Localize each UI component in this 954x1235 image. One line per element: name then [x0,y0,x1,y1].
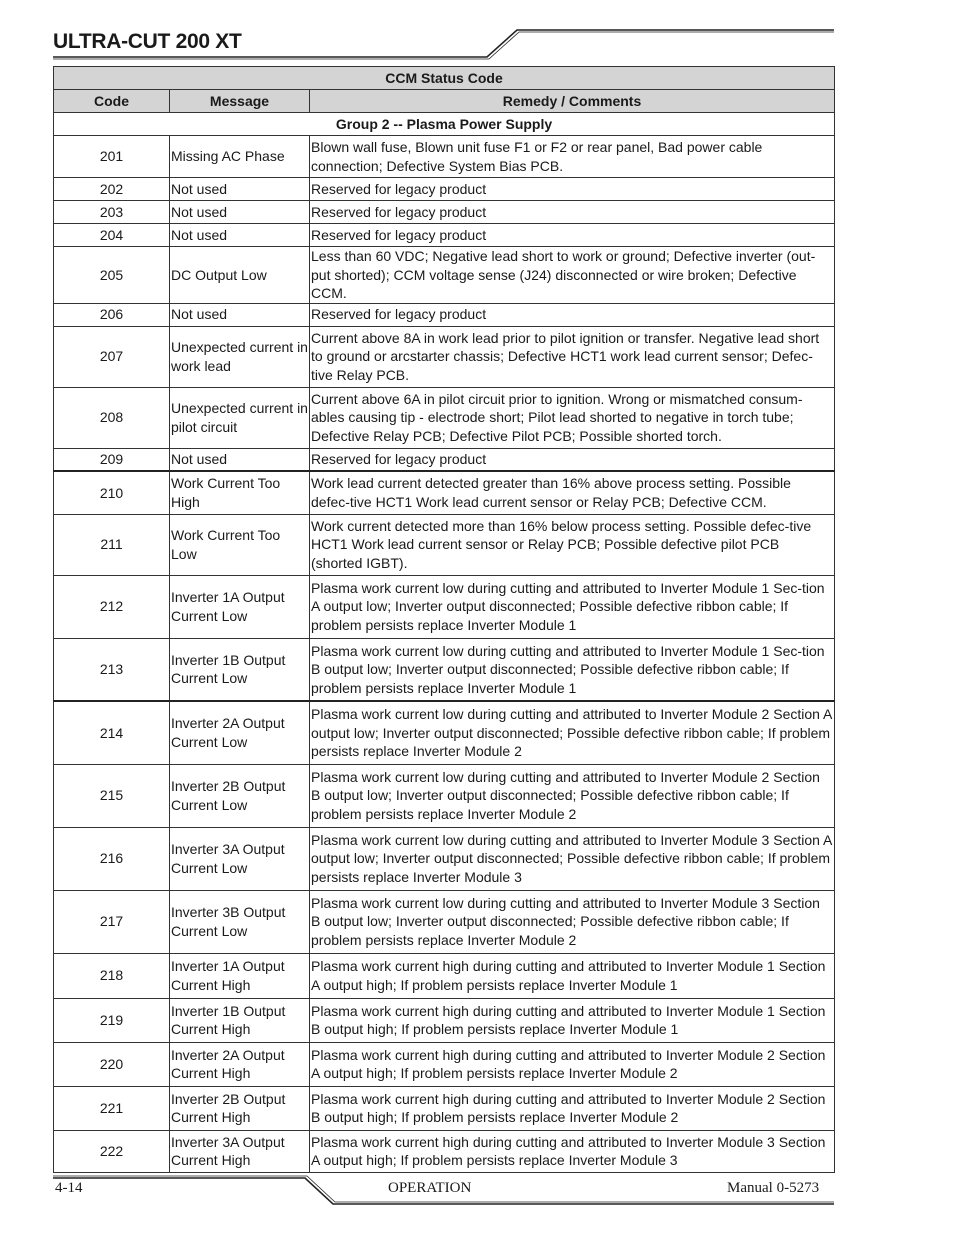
code-cell: 218 [54,953,170,998]
table-row [54,638,835,701]
code-cell: 208 [54,387,170,448]
code-cell: 220 [54,1042,170,1086]
message-cell: Unexpected current in pilot circuit [170,387,310,448]
ccm-status-code-table [53,66,835,1173]
message-cell: Inverter 2A Output Current Low [170,701,310,764]
table-row [54,1086,835,1130]
remedy-cell: Plasma work current low during cutting and attributed to Inverter Module 3 Section A output low; Inverter output disconnected; Possible defective ribbon cable; If problem persists replace Inverter Module 3 [310,827,835,890]
table-row [54,953,835,998]
code-cell: 216 [54,827,170,890]
remedy-cell: Reserved for legacy product [310,201,835,224]
message-cell: Inverter 2A Output Current High [170,1042,310,1086]
remedy-cell: Current above 6A in pilot circuit prior to ignition. Wrong or mismatched consum-ables causing tip - electrode short; Pilot lead shorted to negative in torch tube; Defective Relay PCB; Defective Pilot PCB; Possible shorted torch. [310,387,835,448]
message-cell: Not used [170,224,310,247]
page-title: ULTRA-CUT 200 XT [53,30,242,53]
remedy-cell: Less than 60 VDC; Negative lead short to work or ground; Defective inverter (out-put shorted); CCM voltage sense (J24) disconnected or wire broken; Defective CCM. [310,247,835,304]
table-row [54,701,835,764]
column-header-message: Message [170,90,310,113]
remedy-cell: Plasma work current low during cutting and attributed to Inverter Module 2 Section B output low; Inverter output disconnected; Possible defective ribbon cable; If problem persists replace Inverter Module 2 [310,764,835,827]
code-cell: 219 [54,998,170,1042]
message-cell: Inverter 1A Output Current Low [170,575,310,638]
code-cell: 206 [54,303,170,326]
table-row [54,1130,835,1172]
column-header-remedy: Remedy / Comments [310,90,835,113]
message-cell: Inverter 3B Output Current Low [170,890,310,953]
column-header-code: Code [54,90,170,113]
message-cell: DC Output Low [170,247,310,304]
code-cell: 202 [54,178,170,201]
message-cell: Inverter 3A Output Current High [170,1130,310,1172]
remedy-cell: Reserved for legacy product [310,448,835,471]
message-cell: Not used [170,201,310,224]
message-cell: Not used [170,178,310,201]
code-cell: 203 [54,201,170,224]
table-row [54,247,835,304]
remedy-cell: Current above 8A in work lead prior to pilot ignition or transfer. Negative lead short to ground or arcstarter chassis; Defective HCT1 work lead current sensor; Defec-tive Relay PCB. [310,326,835,387]
table-row [54,224,835,247]
table-row [54,178,835,201]
remedy-cell: Work current detected more than 16% below process setting. Possible defec-tive HCT1 Work lead current sensor or Relay PCB; Possible defective pilot PCB (shorted IGBT). [310,514,835,575]
message-cell: Work Current Too Low [170,514,310,575]
remedy-cell: Plasma work current high during cutting and attributed to Inverter Module 2 Section B output high; If problem persists replace Inverter Module 2 [310,1086,835,1130]
table-row [54,303,835,326]
code-cell: 222 [54,1130,170,1172]
message-cell: Inverter 2B Output Current High [170,1086,310,1130]
section-name: OPERATION [388,1180,472,1196]
remedy-cell: Blown wall fuse, Blown unit fuse F1 or F2 or rear panel, Bad power cable connection; Defective System Bias PCB. [310,136,835,178]
code-cell: 207 [54,326,170,387]
code-cell: 209 [54,448,170,471]
message-cell: Inverter 1A Output Current High [170,953,310,998]
message-cell: Work Current Too High [170,471,310,514]
table-row [54,136,835,178]
remedy-cell: Plasma work current high during cutting and attributed to Inverter Module 2 Section A output high; If problem persists replace Inverter Module 2 [310,1042,835,1086]
table-row [54,575,835,638]
table-row [54,514,835,575]
remedy-cell: Plasma work current low during cutting and attributed to Inverter Module 1 Sec-tion B output low; Inverter output disconnected; Possible defective ribbon cable; If problem persists replace Inverter Module 1 [310,638,835,701]
table-row [54,998,835,1042]
message-cell: Missing AC Phase [170,136,310,178]
remedy-cell: Plasma work current low during cutting and attributed to Inverter Module 3 Section B output low; Inverter output disconnected; Possible defective ribbon cable; If problem persists replace Inverter Module 2 [310,890,835,953]
message-cell: Unexpected current in work lead [170,326,310,387]
table-row [54,471,835,514]
table-row [54,827,835,890]
table-row [54,764,835,827]
remedy-cell: Plasma work current low during cutting and attributed to Inverter Module 1 Sec-tion A output low; Inverter output disconnected; Possible defective ribbon cable; If problem persists replace Inverter Module 1 [310,575,835,638]
code-cell: 211 [54,514,170,575]
remedy-cell: Reserved for legacy product [310,303,835,326]
code-cell: 221 [54,1086,170,1130]
message-cell: Inverter 1B Output Current Low [170,638,310,701]
remedy-cell: Plasma work current high during cutting and attributed to Inverter Module 3 Section A output high; If problem persists replace Inverter Module 3 [310,1130,835,1172]
table-row [54,448,835,471]
table-caption: CCM Status Code [54,67,835,90]
table-row [54,1042,835,1086]
remedy-cell: Plasma work current high during cutting and attributed to Inverter Module 1 Section A output high; If problem persists replace Inverter Module 1 [310,953,835,998]
remedy-cell: Plasma work current low during cutting and attributed to Inverter Module 2 Section A output low; Inverter output disconnected; Possible defective ribbon cable; If problem persists replace Inverter Module 2 [310,701,835,764]
page-number: 4-14 [55,1180,83,1196]
remedy-cell: Reserved for legacy product [310,178,835,201]
table-row [54,201,835,224]
message-cell: Inverter 1B Output Current High [170,998,310,1042]
code-cell: 213 [54,638,170,701]
remedy-cell: Reserved for legacy product [310,224,835,247]
code-cell: 214 [54,701,170,764]
message-cell: Inverter 3A Output Current Low [170,827,310,890]
message-cell: Not used [170,448,310,471]
manual-number: Manual 0-5273 [727,1180,820,1196]
message-cell: Not used [170,303,310,326]
message-cell: Inverter 2B Output Current Low [170,764,310,827]
code-cell: 210 [54,471,170,514]
table-row [54,890,835,953]
code-cell: 215 [54,764,170,827]
table-row [54,387,835,448]
code-cell: 212 [54,575,170,638]
code-cell: 204 [54,224,170,247]
code-cell: 217 [54,890,170,953]
remedy-cell: Work lead current detected greater than 16% above process setting. Possible defec-tive HCT1 Work lead current sensor or Relay PCB; Defective CCM. [310,471,835,514]
group-heading: Group 2 -- Plasma Power Supply [54,113,835,136]
table-row [54,326,835,387]
remedy-cell: Plasma work current high during cutting and attributed to Inverter Module 1 Section B output high; If problem persists replace Inverter Module 1 [310,998,835,1042]
code-cell: 201 [54,136,170,178]
code-cell: 205 [54,247,170,304]
